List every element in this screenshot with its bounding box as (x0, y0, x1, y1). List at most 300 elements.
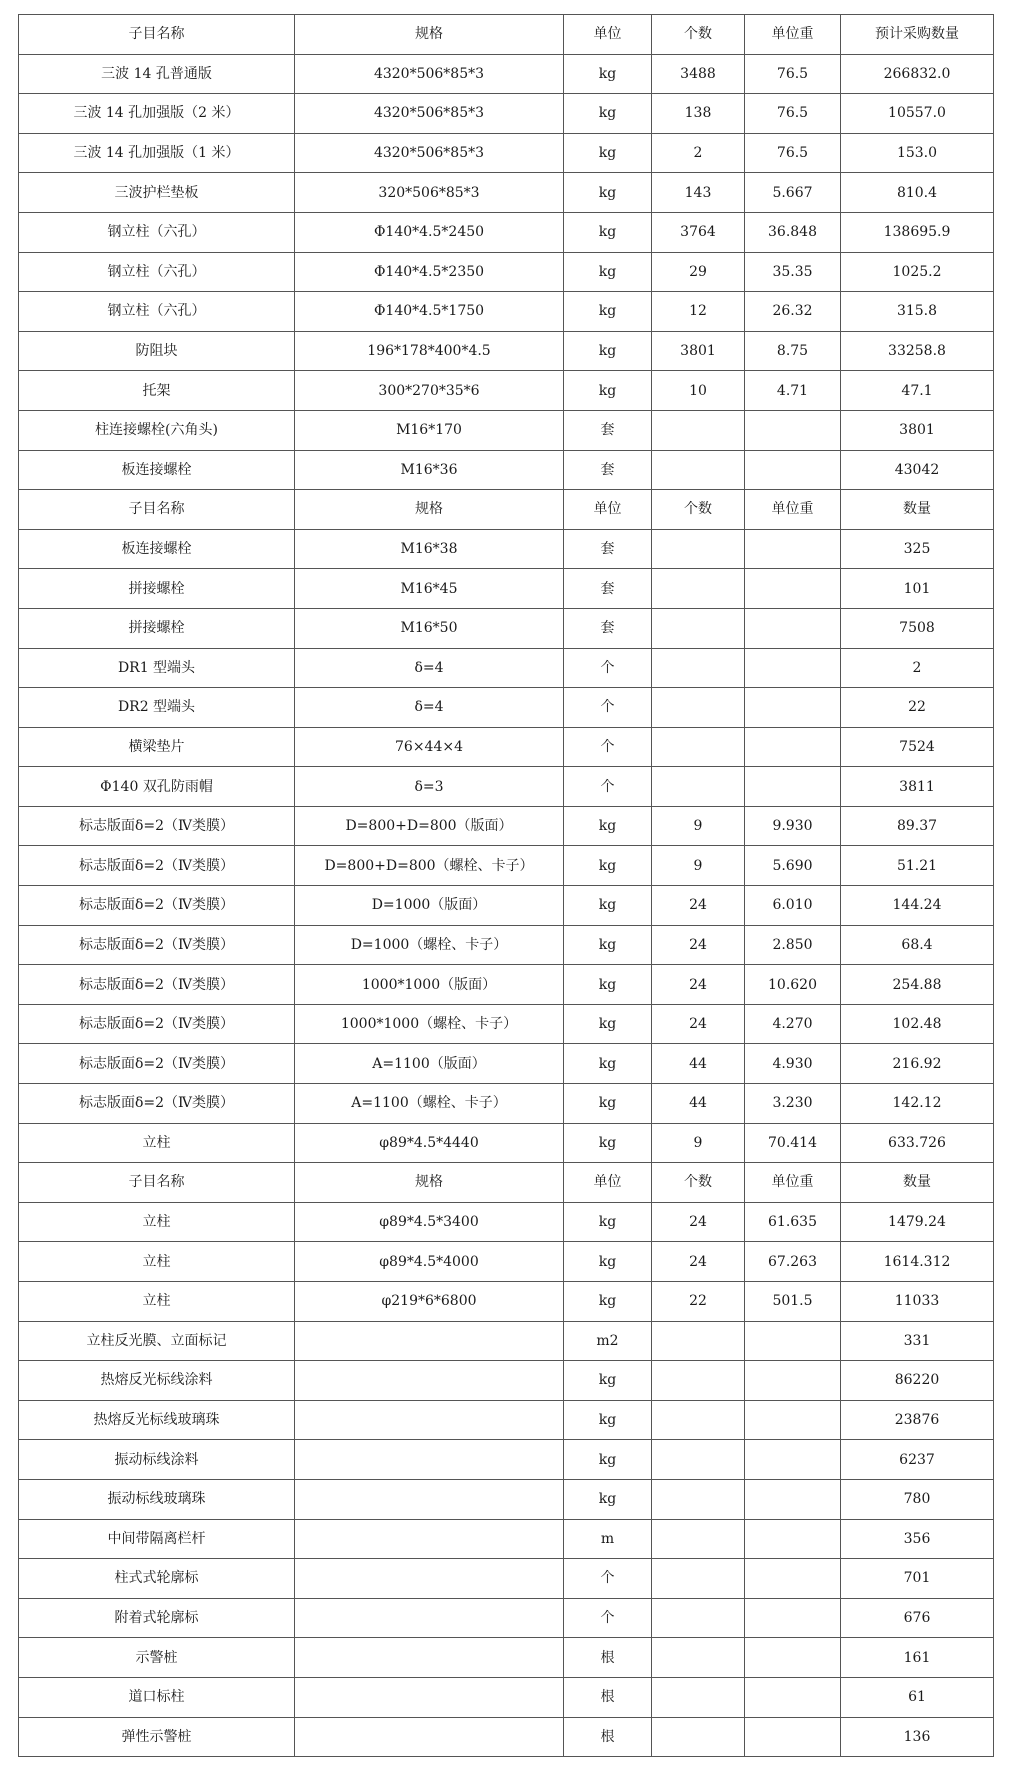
unit-weight-cell (745, 1677, 841, 1717)
item-name-cell: 标志版面δ=2（Ⅳ类膜） (19, 1084, 295, 1124)
spec-cell: Φ140*4.5*1750 (295, 292, 564, 332)
quantity-cell: 780 (841, 1479, 994, 1519)
quantity-cell: 22 (841, 688, 994, 728)
item-name-cell: 板连接螺栓 (19, 529, 295, 569)
quantity-cell: 3801 (841, 410, 994, 450)
table-row (19, 727, 994, 767)
spec-cell (295, 1440, 564, 1480)
table-row (19, 886, 994, 926)
unit-cell: kg (564, 94, 652, 134)
table-row (19, 1084, 994, 1124)
spec-cell (295, 1519, 564, 1559)
spec-cell (295, 1400, 564, 1440)
quantity-cell: 810.4 (841, 173, 994, 213)
unit-cell: kg (564, 846, 652, 886)
item-name-cell: Φ140 双孔防雨帽 (19, 767, 295, 807)
unit-cell: kg (564, 1400, 652, 1440)
unit-weight-cell: 76.5 (745, 133, 841, 173)
spec-cell: M16*36 (295, 450, 564, 490)
quantity-cell: 701 (841, 1559, 994, 1599)
quantity-cell: 33258.8 (841, 331, 994, 371)
quantity-cell: 161 (841, 1638, 994, 1678)
item-name-cell: 立柱 (19, 1282, 295, 1322)
table-header-row (19, 490, 994, 530)
count-cell: 12 (652, 292, 745, 332)
column-header: 预计采购数量 (841, 15, 994, 55)
count-cell: 143 (652, 173, 745, 213)
count-cell: 44 (652, 1044, 745, 1084)
spec-cell: φ89*4.5*4440 (295, 1123, 564, 1163)
column-header: 单位重 (745, 1163, 841, 1203)
spec-cell: D=1000（螺栓、卡子） (295, 925, 564, 965)
column-header: 单位重 (745, 490, 841, 530)
unit-cell: 个 (564, 767, 652, 807)
column-header: 个数 (652, 15, 745, 55)
unit-cell: 根 (564, 1717, 652, 1757)
unit-weight-cell (745, 529, 841, 569)
unit-weight-cell: 4.71 (745, 371, 841, 411)
unit-cell: kg (564, 1479, 652, 1519)
spec-cell (295, 1677, 564, 1717)
item-name-cell: 拼接螺栓 (19, 569, 295, 609)
column-header: 子目名称 (19, 490, 295, 530)
spec-cell: 1000*1000（螺栓、卡子） (295, 1004, 564, 1044)
unit-weight-cell: 8.75 (745, 331, 841, 371)
unit-weight-cell: 35.35 (745, 252, 841, 292)
item-name-cell: 标志版面δ=2（Ⅳ类膜） (19, 1044, 295, 1084)
column-header: 单位 (564, 1163, 652, 1203)
table-row (19, 648, 994, 688)
item-name-cell: 托架 (19, 371, 295, 411)
quantity-cell: 23876 (841, 1400, 994, 1440)
item-name-cell: 弹性示警桩 (19, 1717, 295, 1757)
count-cell (652, 569, 745, 609)
table-row (19, 1559, 994, 1599)
table-row (19, 569, 994, 609)
table-row (19, 1717, 994, 1757)
spec-cell: 4320*506*85*3 (295, 94, 564, 134)
item-name-cell: 柱式式轮廓标 (19, 1559, 295, 1599)
table-row (19, 1202, 994, 1242)
item-name-cell: 钢立柱（六孔） (19, 212, 295, 252)
quantity-cell: 136 (841, 1717, 994, 1757)
count-cell: 24 (652, 965, 745, 1005)
item-name-cell: 钢立柱（六孔） (19, 252, 295, 292)
table-row (19, 688, 994, 728)
spec-cell (295, 1717, 564, 1757)
count-cell: 3801 (652, 331, 745, 371)
unit-cell: 个 (564, 1559, 652, 1599)
spec-cell (295, 1638, 564, 1678)
spec-cell (295, 1479, 564, 1519)
count-cell: 29 (652, 252, 745, 292)
unit-cell: 套 (564, 450, 652, 490)
count-cell: 24 (652, 1004, 745, 1044)
spec-cell (295, 1559, 564, 1599)
table-row (19, 1282, 994, 1322)
table-row (19, 529, 994, 569)
unit-cell: 个 (564, 648, 652, 688)
count-cell: 2 (652, 133, 745, 173)
table-row (19, 965, 994, 1005)
item-name-cell: 道口标柱 (19, 1677, 295, 1717)
unit-weight-cell: 2.850 (745, 925, 841, 965)
unit-cell: 套 (564, 608, 652, 648)
quantity-cell: 3811 (841, 767, 994, 807)
column-header: 个数 (652, 490, 745, 530)
unit-weight-cell (745, 1598, 841, 1638)
unit-cell: kg (564, 54, 652, 94)
count-cell (652, 1598, 745, 1638)
count-cell: 9 (652, 1123, 745, 1163)
unit-cell: kg (564, 886, 652, 926)
quantity-cell: 142.12 (841, 1084, 994, 1124)
spec-cell: 300*270*35*6 (295, 371, 564, 411)
quantity-cell: 10557.0 (841, 94, 994, 134)
unit-cell: kg (564, 212, 652, 252)
table-row (19, 1361, 994, 1401)
unit-weight-cell: 26.32 (745, 292, 841, 332)
item-name-cell: 立柱 (19, 1123, 295, 1163)
item-name-cell: 标志版面δ=2（Ⅳ类膜） (19, 1004, 295, 1044)
quantity-cell: 102.48 (841, 1004, 994, 1044)
table-row (19, 1479, 994, 1519)
unit-weight-cell (745, 450, 841, 490)
spec-cell: δ=4 (295, 648, 564, 688)
count-cell (652, 767, 745, 807)
table-row (19, 925, 994, 965)
table-row (19, 212, 994, 252)
unit-cell: kg (564, 331, 652, 371)
item-name-cell: 三波 14 孔加强版（2 米） (19, 94, 295, 134)
column-header: 个数 (652, 1163, 745, 1203)
count-cell (652, 1677, 745, 1717)
unit-weight-cell (745, 410, 841, 450)
column-header: 数量 (841, 490, 994, 530)
table-row (19, 173, 994, 213)
spec-cell: D=800+D=800（版面） (295, 806, 564, 846)
table-header-row (19, 1163, 994, 1203)
count-cell (652, 529, 745, 569)
unit-cell: kg (564, 173, 652, 213)
count-cell (652, 1479, 745, 1519)
table-body (19, 15, 994, 1757)
quantity-cell: 6237 (841, 1440, 994, 1480)
unit-weight-cell: 70.414 (745, 1123, 841, 1163)
count-cell (652, 608, 745, 648)
item-name-cell: DR1 型端头 (19, 648, 295, 688)
spec-cell: 76×44×4 (295, 727, 564, 767)
quantity-cell: 331 (841, 1321, 994, 1361)
quantity-cell: 144.24 (841, 886, 994, 926)
unit-weight-cell (745, 767, 841, 807)
table-row (19, 292, 994, 332)
quantity-cell: 216.92 (841, 1044, 994, 1084)
unit-cell: kg (564, 252, 652, 292)
count-cell: 22 (652, 1282, 745, 1322)
count-cell (652, 450, 745, 490)
item-name-cell: 振动标线涂料 (19, 1440, 295, 1480)
quantity-cell: 61 (841, 1677, 994, 1717)
unit-cell: kg (564, 965, 652, 1005)
unit-cell: 套 (564, 529, 652, 569)
spec-cell: φ219*6*6800 (295, 1282, 564, 1322)
unit-cell: kg (564, 1282, 652, 1322)
table-row (19, 846, 994, 886)
spec-cell: 4320*506*85*3 (295, 54, 564, 94)
unit-weight-cell: 4.270 (745, 1004, 841, 1044)
item-name-cell: 板连接螺栓 (19, 450, 295, 490)
unit-weight-cell: 36.848 (745, 212, 841, 252)
unit-weight-cell: 6.010 (745, 886, 841, 926)
spec-cell (295, 1361, 564, 1401)
table-row (19, 1677, 994, 1717)
table-row (19, 94, 994, 134)
table-row (19, 1440, 994, 1480)
item-name-cell: 防阻块 (19, 331, 295, 371)
table-row (19, 767, 994, 807)
count-cell (652, 1519, 745, 1559)
spec-cell: M16*170 (295, 410, 564, 450)
spec-cell: φ89*4.5*3400 (295, 1202, 564, 1242)
unit-weight-cell: 76.5 (745, 54, 841, 94)
table-row (19, 1123, 994, 1163)
unit-weight-cell (745, 608, 841, 648)
quantity-cell: 633.726 (841, 1123, 994, 1163)
table-row (19, 608, 994, 648)
unit-cell: 套 (564, 569, 652, 609)
unit-cell: kg (564, 1123, 652, 1163)
quantity-cell: 11033 (841, 1282, 994, 1322)
count-cell (652, 1321, 745, 1361)
item-name-cell: 三波护栏垫板 (19, 173, 295, 213)
unit-cell: 套 (564, 410, 652, 450)
unit-cell: m2 (564, 1321, 652, 1361)
quantity-cell: 7508 (841, 608, 994, 648)
column-header: 子目名称 (19, 15, 295, 55)
unit-cell: 根 (564, 1638, 652, 1678)
unit-weight-cell (745, 1638, 841, 1678)
item-name-cell: 拼接螺栓 (19, 608, 295, 648)
item-name-cell: 标志版面δ=2（Ⅳ类膜） (19, 925, 295, 965)
count-cell (652, 688, 745, 728)
count-cell (652, 1559, 745, 1599)
quantity-cell: 1614.312 (841, 1242, 994, 1282)
unit-cell: kg (564, 1004, 652, 1044)
item-name-cell: 立柱 (19, 1202, 295, 1242)
quantity-cell: 153.0 (841, 133, 994, 173)
item-name-cell: 标志版面δ=2（Ⅳ类膜） (19, 846, 295, 886)
column-header: 单位 (564, 15, 652, 55)
unit-weight-cell (745, 1321, 841, 1361)
unit-cell: 个 (564, 688, 652, 728)
item-name-cell: 三波 14 孔普通版 (19, 54, 295, 94)
table-row (19, 450, 994, 490)
table-row (19, 806, 994, 846)
table-row (19, 1321, 994, 1361)
item-name-cell: 横梁垫片 (19, 727, 295, 767)
quantity-cell: 86220 (841, 1361, 994, 1401)
count-cell (652, 727, 745, 767)
spec-cell (295, 1321, 564, 1361)
quantity-cell: 356 (841, 1519, 994, 1559)
unit-cell: 个 (564, 1598, 652, 1638)
column-header: 子目名称 (19, 1163, 295, 1203)
unit-cell: kg (564, 1361, 652, 1401)
unit-cell: kg (564, 1084, 652, 1124)
table-row (19, 1638, 994, 1678)
unit-weight-cell (745, 1559, 841, 1599)
spec-cell: M16*45 (295, 569, 564, 609)
unit-weight-cell: 76.5 (745, 94, 841, 134)
count-cell: 3764 (652, 212, 745, 252)
table-header-row (19, 15, 994, 55)
spec-cell: δ=4 (295, 688, 564, 728)
spec-cell: D=800+D=800（螺栓、卡子） (295, 846, 564, 886)
unit-weight-cell (745, 1361, 841, 1401)
unit-weight-cell (745, 648, 841, 688)
spec-cell: Φ140*4.5*2350 (295, 252, 564, 292)
unit-weight-cell: 61.635 (745, 1202, 841, 1242)
item-name-cell: 附着式轮廓标 (19, 1598, 295, 1638)
unit-weight-cell: 9.930 (745, 806, 841, 846)
table-row (19, 133, 994, 173)
quantity-cell: 51.21 (841, 846, 994, 886)
count-cell: 9 (652, 806, 745, 846)
unit-weight-cell: 5.667 (745, 173, 841, 213)
item-name-cell: 热熔反光标线玻璃珠 (19, 1400, 295, 1440)
quantity-cell: 89.37 (841, 806, 994, 846)
item-name-cell: DR2 型端头 (19, 688, 295, 728)
count-cell (652, 410, 745, 450)
quantity-cell: 47.1 (841, 371, 994, 411)
table-row (19, 1598, 994, 1638)
count-cell: 44 (652, 1084, 745, 1124)
count-cell: 3488 (652, 54, 745, 94)
spec-cell: D=1000（版面） (295, 886, 564, 926)
table-row (19, 371, 994, 411)
unit-weight-cell: 5.690 (745, 846, 841, 886)
item-name-cell: 振动标线玻璃珠 (19, 1479, 295, 1519)
unit-cell: kg (564, 1202, 652, 1242)
unit-cell: m (564, 1519, 652, 1559)
column-header: 规格 (295, 490, 564, 530)
count-cell: 10 (652, 371, 745, 411)
spec-cell: 1000*1000（版面） (295, 965, 564, 1005)
item-name-cell: 标志版面δ=2（Ⅳ类膜） (19, 886, 295, 926)
quantity-cell: 325 (841, 529, 994, 569)
unit-weight-cell: 3.230 (745, 1084, 841, 1124)
column-header: 数量 (841, 1163, 994, 1203)
item-name-cell: 三波 14 孔加强版（1 米） (19, 133, 295, 173)
unit-weight-cell (745, 1519, 841, 1559)
quantity-cell: 254.88 (841, 965, 994, 1005)
count-cell: 24 (652, 1242, 745, 1282)
unit-cell: 根 (564, 1677, 652, 1717)
column-header: 单位 (564, 490, 652, 530)
unit-cell: 个 (564, 727, 652, 767)
unit-cell: kg (564, 292, 652, 332)
table-row (19, 410, 994, 450)
item-name-cell: 立柱 (19, 1242, 295, 1282)
count-cell (652, 1361, 745, 1401)
table-row (19, 331, 994, 371)
unit-cell: kg (564, 371, 652, 411)
spec-cell: A=1100（螺栓、卡子） (295, 1084, 564, 1124)
unit-weight-cell: 501.5 (745, 1282, 841, 1322)
spec-cell: δ=3 (295, 767, 564, 807)
unit-weight-cell (745, 1717, 841, 1757)
quantity-cell: 676 (841, 1598, 994, 1638)
spec-cell: M16*50 (295, 608, 564, 648)
table-row (19, 54, 994, 94)
procurement-table (18, 14, 994, 1757)
quantity-cell: 1479.24 (841, 1202, 994, 1242)
quantity-cell: 138695.9 (841, 212, 994, 252)
item-name-cell: 立柱反光膜、立面标记 (19, 1321, 295, 1361)
unit-cell: kg (564, 1440, 652, 1480)
quantity-cell: 315.8 (841, 292, 994, 332)
count-cell (652, 1440, 745, 1480)
quantity-cell: 2 (841, 648, 994, 688)
column-header: 规格 (295, 1163, 564, 1203)
item-name-cell: 柱连接螺栓(六角头) (19, 410, 295, 450)
table-row (19, 1004, 994, 1044)
item-name-cell: 钢立柱（六孔） (19, 292, 295, 332)
count-cell: 138 (652, 94, 745, 134)
column-header: 单位重 (745, 15, 841, 55)
unit-cell: kg (564, 806, 652, 846)
item-name-cell: 标志版面δ=2（Ⅳ类膜） (19, 806, 295, 846)
spec-cell: M16*38 (295, 529, 564, 569)
count-cell: 24 (652, 886, 745, 926)
item-name-cell: 中间带隔离栏杆 (19, 1519, 295, 1559)
spec-cell: φ89*4.5*4000 (295, 1242, 564, 1282)
quantity-cell: 43042 (841, 450, 994, 490)
table-row (19, 252, 994, 292)
count-cell (652, 1400, 745, 1440)
count-cell (652, 648, 745, 688)
count-cell (652, 1717, 745, 1757)
count-cell: 9 (652, 846, 745, 886)
quantity-cell: 1025.2 (841, 252, 994, 292)
spec-cell: 4320*506*85*3 (295, 133, 564, 173)
item-name-cell: 标志版面δ=2（Ⅳ类膜） (19, 965, 295, 1005)
unit-cell: kg (564, 133, 652, 173)
unit-weight-cell: 67.263 (745, 1242, 841, 1282)
unit-cell: kg (564, 1044, 652, 1084)
item-name-cell: 热熔反光标线涂料 (19, 1361, 295, 1401)
spec-cell: 196*178*400*4.5 (295, 331, 564, 371)
table-row (19, 1242, 994, 1282)
unit-weight-cell (745, 727, 841, 767)
unit-weight-cell (745, 569, 841, 609)
count-cell: 24 (652, 1202, 745, 1242)
count-cell: 24 (652, 925, 745, 965)
table-row (19, 1400, 994, 1440)
item-name-cell: 示警桩 (19, 1638, 295, 1678)
unit-weight-cell (745, 688, 841, 728)
spec-cell: 320*506*85*3 (295, 173, 564, 213)
spec-cell (295, 1598, 564, 1638)
column-header: 规格 (295, 15, 564, 55)
spec-cell: A=1100（版面） (295, 1044, 564, 1084)
count-cell (652, 1638, 745, 1678)
unit-cell: kg (564, 925, 652, 965)
unit-cell: kg (564, 1242, 652, 1282)
quantity-cell: 266832.0 (841, 54, 994, 94)
table-row (19, 1519, 994, 1559)
